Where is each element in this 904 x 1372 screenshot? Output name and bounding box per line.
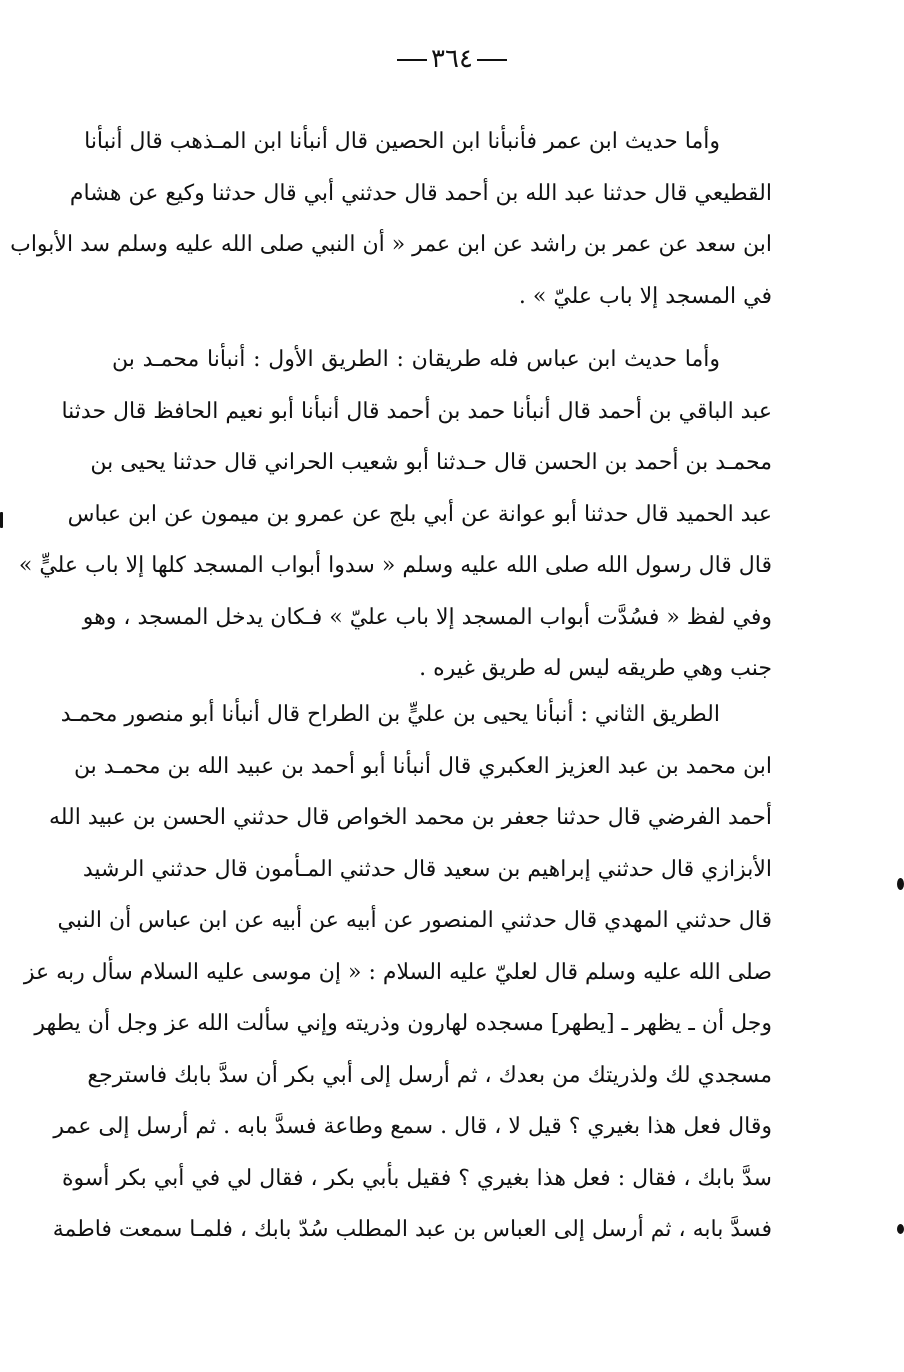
text-line: جنب وهي طريقه ليس له طريق غيره . bbox=[419, 656, 772, 681]
scan-edge-mark bbox=[897, 1224, 904, 1234]
page-number-dash-right bbox=[477, 59, 507, 61]
text-line: ابن سعد عن عمر بن راشد عن ابن عمر « أن النبي صلى الله عليه وسلم سد الأبواب bbox=[10, 232, 772, 257]
text-line: عبد الباقي بن أحمد قال أنبأنا حمد بن أحمد قال أنبأنا أبو نعيم الحافظ قال حدثنا bbox=[61, 398, 772, 424]
page-number-dash-left bbox=[397, 59, 427, 61]
text-line: وأما حديث ابن عباس فله طريقان : الطريق الأول : أنبأنا محمـد بن bbox=[112, 347, 720, 372]
text-line: في المسجد إلا باب عليّ » . bbox=[518, 283, 772, 309]
text-line: قال حدثني المهدي قال حدثني المنصور عن أبيه عن أبيه عن ابن عباس أن النبي bbox=[57, 908, 772, 933]
text-line: وفي لفظ « فسُدَّت أبواب المسجد إلا باب عليّ » فـكان يدخل المسجد ، وهو bbox=[82, 604, 772, 630]
text-line: عبد الحميد قال حدثنا أبو عوانة عن أبي بلج عن عمرو بن ميمون عن ابن عباس bbox=[67, 501, 772, 527]
text-line: قال قال رسول الله صلى الله عليه وسلم « سدوا أبواب المسجد كلها إلا باب عليٍّ » bbox=[18, 553, 772, 578]
paragraph-second-route bbox=[23, 689, 772, 1256]
paragraph-ibn-umar bbox=[10, 116, 772, 322]
text-line: وجل أن ـ يظهر ـ [يطهر] مسجده لهارون وذريته وإني سألت الله عز وجل أن يطهر bbox=[34, 1011, 772, 1036]
paragraph-ibn-abbas-first-route bbox=[18, 334, 772, 695]
text-line: محمـد بن أحمد بن الحسن قال حـدثنا أبو شعيب الحراني قال حدثنا يحيى بن bbox=[90, 450, 772, 475]
scan-edge-mark bbox=[0, 512, 3, 528]
text-line: وقال فعل هذا بغيري ؟ قيل لا ، قال . سمع وطاعة فسدَّ بابه . ثم أرسل إلى عمر bbox=[53, 1114, 772, 1139]
text-line: صلى الله عليه وسلم قال لعليّ عليه السلام : « إن موسى عليه السلام سأل ربه عز bbox=[23, 959, 772, 985]
text-line: سدَّ بابك ، فقال : فعل هذا بغيري ؟ فقيل بأبي بكر ، فقال لي في أبي بكر أسوة bbox=[61, 1165, 772, 1191]
text-line: الأبزازي قال حدثني إبراهيم بن سعيد قال حدثني المـأمون قال حدثني الرشيد bbox=[82, 856, 772, 882]
text-line: فسدَّ بابه ، ثم أرسل إلى العباس بن عبد المطلب سُدّ بابك ، فلمـا سمعت فاطمة bbox=[52, 1217, 772, 1242]
text-line: مسجدي لك ولذريتك من بعدك ، ثم أرسل إلى أبي بكر أن سدَّ بابك فاسترجع bbox=[87, 1062, 772, 1088]
text-line: الطريق الثاني : أنبأنا يحيى بن عليٍّ بن الطراح قال أنبأنا أبو منصور محمـد bbox=[60, 702, 720, 727]
text-line: أحمد الفرضي قال حدثنا جعفر بن محمد الخواص قال حدثني الحسن بن عبيد الله bbox=[48, 805, 772, 830]
page-number bbox=[0, 44, 904, 74]
text-line: ابن محمد بن عبد العزيز العكبري قال أنبأنا أبو أحمد بن عبيد الله بن محمـد بن bbox=[73, 753, 772, 779]
scan-edge-mark bbox=[897, 878, 904, 890]
text-line: وأما حديث ابن عمر فأنبأنا ابن الحصين قال أنبأنا ابن المـذهب قال أنبأنا bbox=[84, 129, 720, 154]
text-line: القطيعي قال حدثنا عبد الله بن أحمد قال حدثني أبي قال حدثنا وكيع عن هشام bbox=[69, 180, 772, 206]
page-number-text: ٣٦٤ bbox=[431, 44, 473, 74]
